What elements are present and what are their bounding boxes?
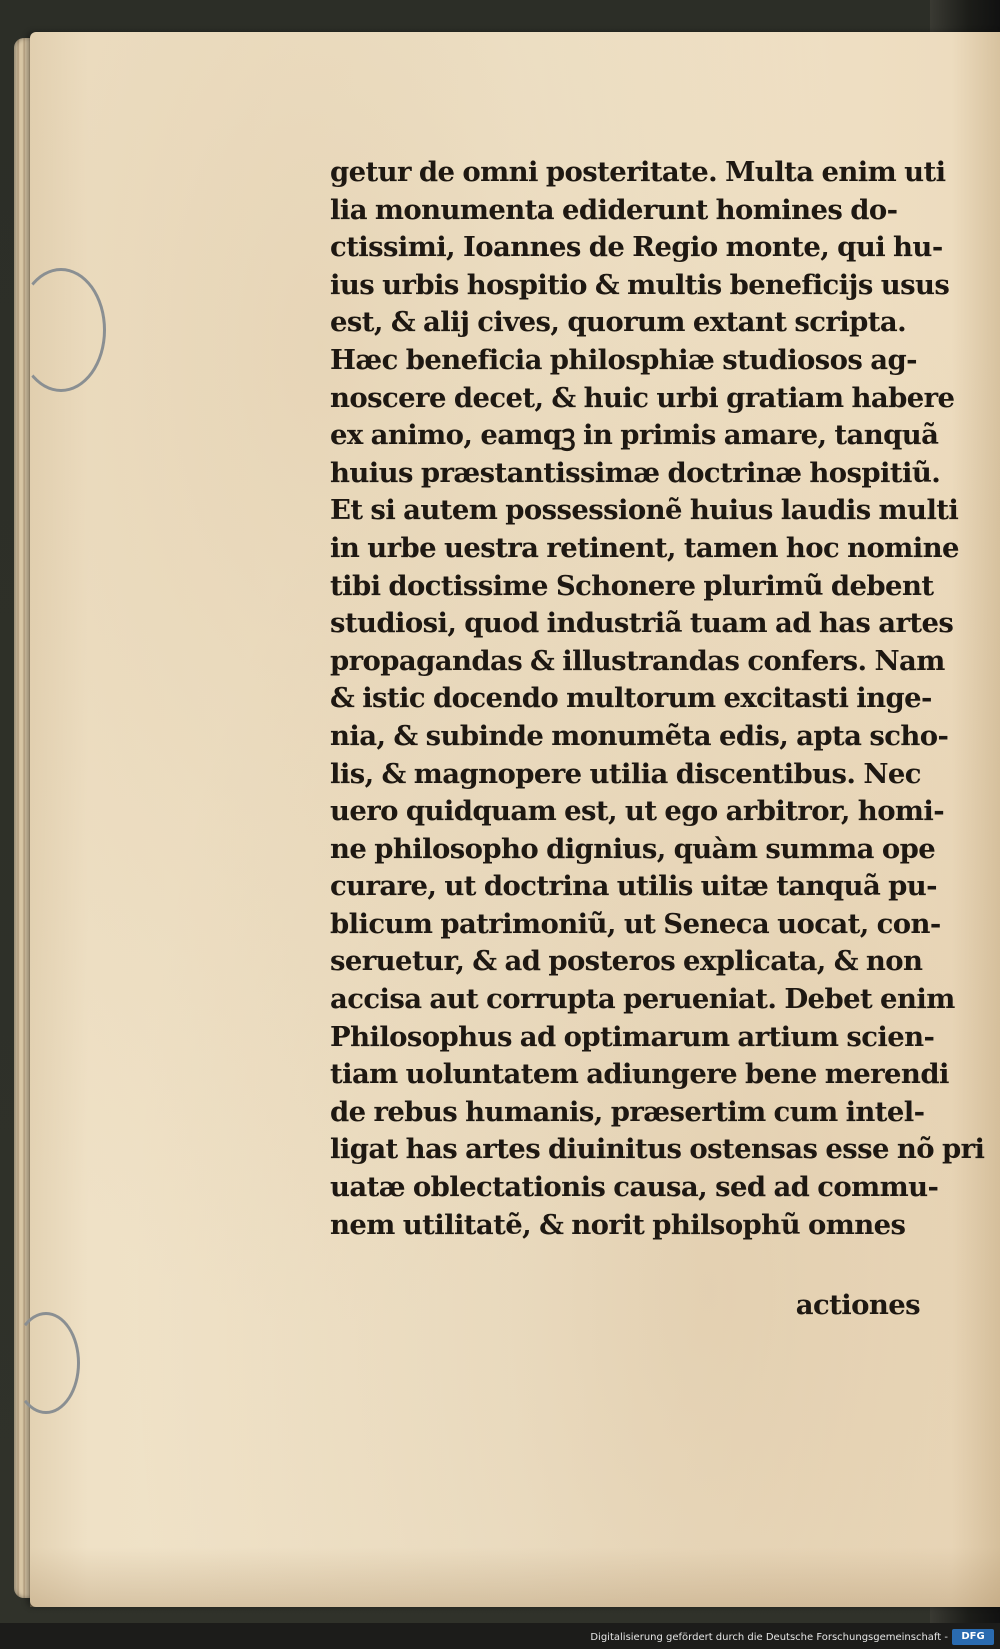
text-line: uero quidquam est, ut ego arbitror, homi- [330, 795, 945, 828]
text-line: uatæ oblectationis causa, sed ad commu- [330, 1171, 939, 1204]
text-line: tibi doctissime Schonere plurimũ debent [330, 569, 934, 602]
book-page [30, 32, 1000, 1607]
text-line: ius urbis hospitio & multis beneficijs usus [330, 268, 950, 301]
text-line: studiosi, quod industriã tuam ad has artes [330, 607, 954, 640]
text-line: est, & alij cives, quorum extant scripta. [330, 306, 907, 339]
clasp-icon [12, 1312, 80, 1414]
text-line: ligat has artes diuinitus ostensas esse nõ pri [330, 1133, 985, 1166]
text-line: blicum patrimoniũ, ut Seneca uocat, con- [330, 907, 941, 940]
text-line: lis, & magnopere utilia discentibus. Nec [330, 757, 921, 790]
text-line: tiam uoluntatem adiungere bene merendi [330, 1058, 949, 1091]
text-line: propagandas & illustrandas confers. Nam [330, 644, 945, 677]
text-line: Philosophus ad optimarum artium scien- [330, 1020, 935, 1053]
dfg-logo-icon: DFG [952, 1629, 994, 1645]
footer-bar [0, 1623, 1000, 1649]
text-line: seruetur, & ad posteros explicata, & non [330, 945, 923, 978]
text-line: lia monumenta ediderunt homines do- [330, 193, 898, 226]
footer-credit: Digitalisierung gefördert durch die Deutsche Forschungsgemeinschaft - [590, 1632, 948, 1643]
text-line: de rebus humanis, præsertim cum intel- [330, 1095, 925, 1128]
catchword: actiones [795, 1289, 920, 1321]
text-line: in urbe uestra retinent, tamen hoc nomine [330, 531, 959, 564]
text-line: nia, & subinde monumẽta edis, apta scho- [330, 719, 949, 752]
text-line: noscere decet, & huic urbi gratiam habere [330, 381, 955, 414]
text-line: curare, ut doctrina utilis uitæ tanquã pu- [330, 870, 937, 903]
text-line: nem utilitatẽ, & norit philsophũ omnes [330, 1208, 906, 1241]
text-line: huius præstantissimæ doctrinæ hospitiũ. [330, 456, 941, 489]
text-line: Hæc beneficia philosphiæ studiosos ag- [330, 343, 917, 376]
page-text [330, 154, 985, 1244]
text-line: accisa aut corrupta perueniat. Debet enim [330, 983, 955, 1016]
text-line: ctissimi, Ioannes de Regio monte, qui hu- [330, 231, 943, 264]
text-line: getur de omni posteritate. Multa enim uti [330, 156, 946, 188]
text-line: ne philosopho dignius, quàm summa ope [330, 832, 936, 865]
clasp-icon [16, 268, 106, 392]
text-line: Et si autem possessionẽ huius laudis multi [330, 494, 959, 527]
text-line: & istic docendo multorum excitasti inge- [330, 682, 932, 715]
text-line: ex animo, eamqꝫ in primis amare, tanquã [330, 419, 939, 452]
